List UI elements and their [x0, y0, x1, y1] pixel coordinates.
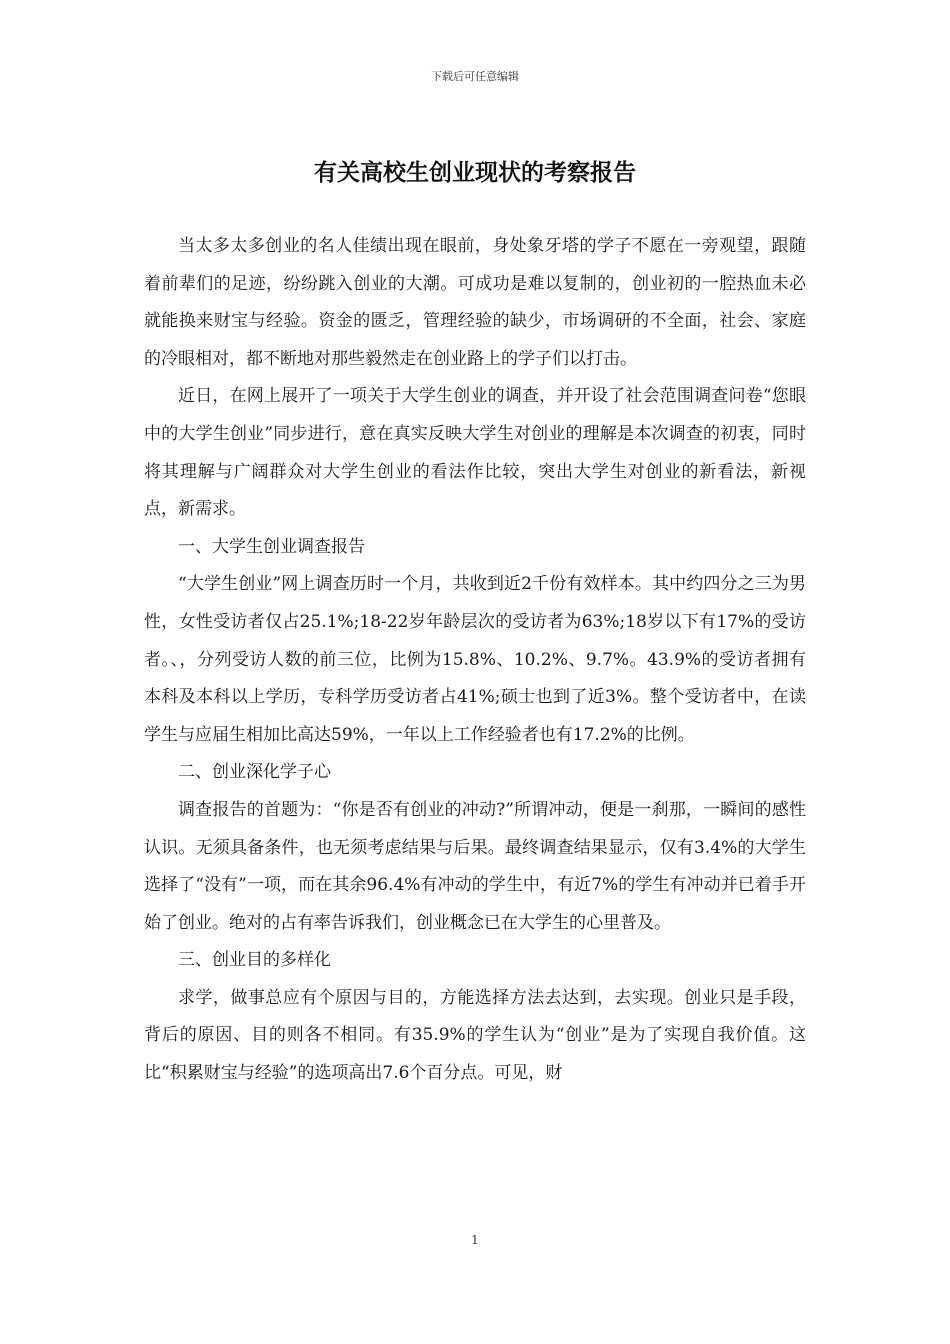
section-heading-2: 二、创业深化学子心: [178, 762, 331, 783]
section-heading-3: 三、创业目的多样化: [178, 950, 331, 971]
paragraph-survey-stats: “大学生创业”网上调查历时一个月，共收到近2千份有效样本。其中约四分之三为男性，女性受访者仅占25.1%;18-22岁年龄层次的受访者为63%;18岁以下有17%的受访者。、，分列受访人数的前三位，比例为15.8%、10.2%、9.7%。43.9%的受访者拥有本科及本科以上学历，专科学历受访者占41%;硕士也到了近3%。整个受访者中，在读学生与应届生相加比高达59%，一年以上工作经验者也有17.2%的比例。: [144, 574, 806, 745]
section-heading-1: 一、大学生创业调查报告: [178, 536, 365, 557]
document-title: 有关高校生创业现状的考察报告: [314, 160, 636, 186]
page-number: 1: [471, 1233, 479, 1247]
paragraph-purpose: 求学，做事总应有个原因与目的，方能选择方法去达到，去实现。创业只是手段，背后的原因、目的则各不相同。有35.9%的学生认为“创业”是为了实现自我价值。这比“积累财宝与经验”的选项高出7.6个百分点。可见，财: [144, 987, 806, 1084]
paragraph-impulse: 调查报告的首题为：“你是否有创业的冲动?”所谓冲动，便是一刹那，一瞬间的感性认识。无须具备条件，也无须考虑结果与后果。最终调查结果显示，仅有3.4%的大学生选择了“没有”一项，而在其余96.4%有冲动的学生中，有近7%的学生有冲动并已着手开始了创业。绝对的占有率告诉我们，创业概念已在大学生的心里普及。: [144, 799, 806, 933]
header-note: 下载后可任意编辑: [431, 70, 519, 83]
paragraph-intro: 当太多太多创业的名人佳绩出现在眼前，身处象牙塔的学子不愿在一旁观望，跟随着前辈们的足迹，纷纷跳入创业的大潮。可成功是难以复制的，创业初的一腔热血未必就能换来财宝与经验。资金的匮乏，管理经验的缺少，市场调研的不全面，社会、家庭的冷眼相对，都不断地对那些毅然走在创业路上的学子们以打击。: [144, 236, 806, 369]
paragraph-survey-overview: 近日，在网上展开了一项关于大学生创业的调查，并开设了社会范围调查问卷“您眼中的大学生创业”同步进行，意在真实反映大学生对创业的理解是本次调查的初衷，同时将其理解与广阔群众对大学生创业的看法作比较，突出大学生对创业的新看法，新视点，新需求。: [144, 386, 806, 520]
document-body: [144, 228, 806, 1093]
